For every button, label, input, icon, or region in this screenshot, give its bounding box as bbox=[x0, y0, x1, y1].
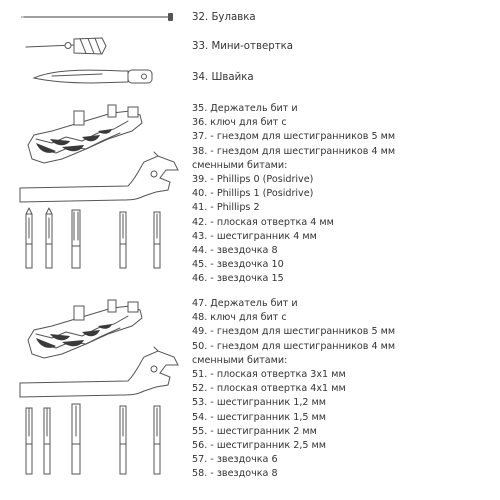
list-item: 44. - звездочка 8 bbox=[192, 245, 278, 257]
list-item: 45. - звездочка 10 bbox=[192, 259, 284, 271]
bit-holder-2-description bbox=[192, 297, 395, 482]
list-item: 40. - Phillips 1 (Posidrive) bbox=[192, 188, 314, 200]
mini-screwdriver-icon bbox=[22, 33, 142, 59]
bit-holder-1-description bbox=[192, 102, 395, 287]
pin-label: 32. Булавка bbox=[192, 12, 256, 23]
bit-set-2 bbox=[18, 402, 178, 482]
list-item: 53. - шестигранник 1,2 мм bbox=[192, 397, 327, 409]
list-item: 57. - звездочка 6 bbox=[192, 454, 278, 466]
list-item: 48. ключ для бит с bbox=[192, 312, 287, 324]
list-item: 38. - гнездом для шестигранников 4 мм bbox=[192, 145, 396, 157]
list-item: 35. Держатель бит и bbox=[192, 103, 298, 114]
list-item: 51. - плоская отвертка 3х1 мм bbox=[192, 369, 346, 381]
list-item: 41. - Phillips 2 bbox=[192, 202, 260, 214]
list-item: 52. - плоская отвертка 4х1 мм bbox=[192, 383, 346, 395]
list-item: 43. - шестигранник 4 мм bbox=[192, 230, 317, 242]
list-item: 50. - гнездом для шестигранников 4 мм bbox=[192, 340, 396, 352]
list-item: 56. - шестигранник 2,5 мм bbox=[192, 440, 327, 452]
bit-wrench-icon bbox=[18, 148, 178, 210]
list-item: 39. - Phillips 0 (Posidrive) bbox=[192, 174, 314, 186]
list-item: сменными битами: bbox=[192, 159, 288, 171]
list-item: 47. Держатель бит и bbox=[192, 298, 298, 309]
list-item: 58. - звездочка 8 bbox=[192, 468, 278, 480]
bit-set-1 bbox=[18, 208, 178, 278]
list-item: 46. - звездочка 15 bbox=[192, 273, 284, 285]
list-item: 42. - плоская отвертка 4 мм bbox=[192, 216, 334, 228]
list-item: 49. - гнездом для шестигранников 5 мм bbox=[192, 326, 396, 338]
list-item: сменными битами: bbox=[192, 354, 288, 366]
list-item: 54. - шестигранник 1,5 мм bbox=[192, 411, 327, 423]
list-item: 55. - шестигранник 2 мм bbox=[192, 425, 317, 437]
mini-screwdriver-label: 33. Мини-отвертка bbox=[192, 41, 294, 52]
list-item: 37. - гнездом для шестигранников 5 мм bbox=[192, 131, 396, 143]
awl-label: 34. Швайка bbox=[192, 72, 254, 83]
bit-wrench-icon bbox=[18, 343, 178, 405]
pin-icon bbox=[20, 8, 185, 24]
awl-icon bbox=[32, 66, 162, 88]
list-item: 36. ключ для бит с bbox=[192, 117, 287, 129]
